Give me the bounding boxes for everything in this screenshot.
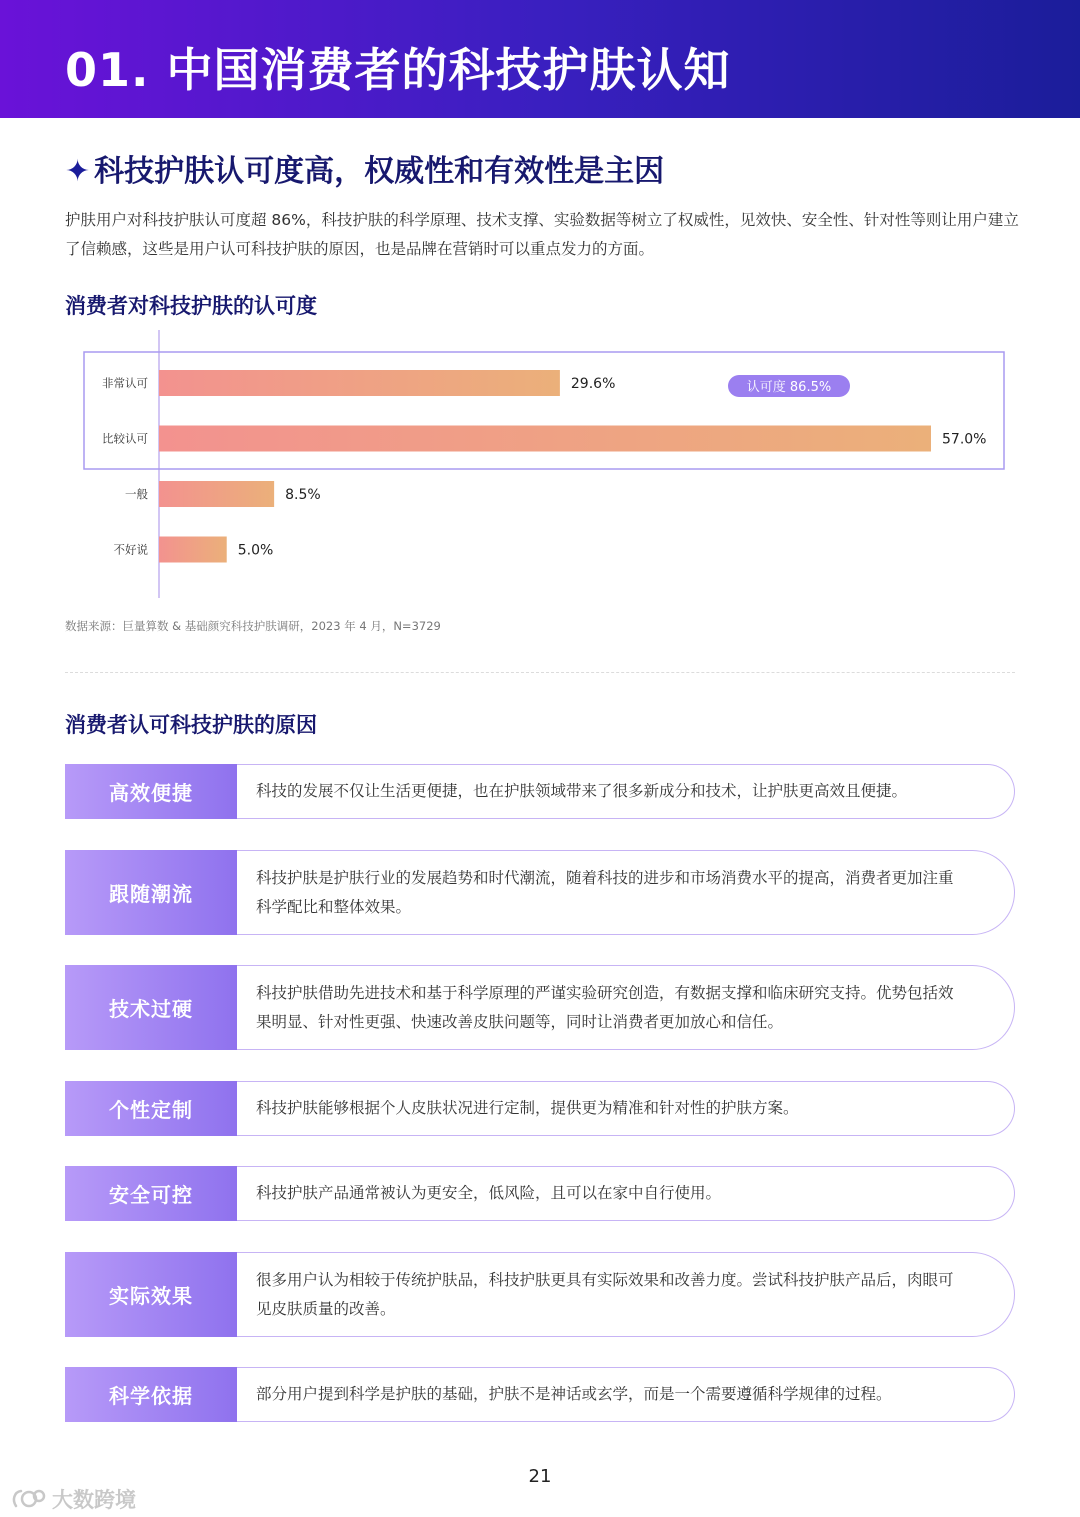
reason-desc [237,1367,1015,1422]
reason-desc-text: 科技护肤借助先进技术和基于科学原理的严谨实验研究创造，有数据支撑和临床研究支持。优势包括效果明显、针对性更强、快速改善皮肤问题等，同时让消费者更加放心和信任。 [256,983,954,1031]
reason-desc-text: 科技的发展不仅让生活更便捷，也在护肤领域带来了很多新成分和技术，让护肤更高效且便捷。 [256,782,908,800]
section-heading [65,150,664,194]
watermark [10,1484,136,1514]
reason-desc-text: 科技护肤是护肤行业的发展趋势和时代潮流，随着科技的进步和市场消费水平的提高，消费者更加注重科学配比和整体效果。 [256,868,954,916]
category-label: 不好说 [113,542,148,557]
reason-label: 实际效果 [65,1252,237,1337]
value-label: 5.0% [237,542,274,559]
reason-desc-text: 很多用户认为相较于传统护肤品，科技护肤更具有实际效果和改善力度。尝试科技护肤产品后，肉眼可见皮肤质量的改善。 [256,1270,954,1318]
reason-desc-text: 科技护肤产品通常被认为更安全，低风险，且可以在家中自行使用。 [256,1184,722,1202]
reason-label: 个性定制 [65,1081,237,1136]
page-title: 01. 中国消费者的科技护肤认知 [65,43,731,97]
reason-desc [237,1252,1015,1337]
reason-desc [237,1081,1015,1136]
bar [159,537,227,563]
page-number: 21 [528,1466,552,1487]
reason-row [65,850,1015,935]
bar [159,370,560,396]
section-heading-text: 科技护肤认可度高，权威性和有效性是主因 [94,154,665,189]
watermark-logo-icon [10,1486,46,1512]
reason-desc [237,850,1015,935]
value-label: 57.0% [942,431,987,448]
sparkle-icon: ✦ [65,154,91,189]
approval-bar-chart [60,330,1020,610]
reason-row [65,1252,1015,1337]
reason-row [65,1367,1015,1422]
approval-badge [728,375,850,397]
reason-label: 技术过硬 [65,965,237,1050]
category-label: 非常认可 [102,376,148,390]
reason-row [65,764,1015,819]
value-label: 29.6% [570,376,616,392]
bar [159,481,274,507]
reason-row [65,965,1015,1050]
value-label: 8.5% [285,487,321,503]
reason-label: 安全可控 [65,1166,237,1221]
divider [65,672,1015,673]
chart-title: 消费者对科技护肤的认可度 [65,294,317,318]
watermark-text: 大数跨境 [52,1488,136,1512]
reason-desc [237,764,1015,819]
reason-desc-text: 科技护肤能够根据个人皮肤状况进行定制，提供更为精准和针对性的护肤方案。 [256,1099,799,1117]
reason-row [65,1166,1015,1221]
reason-desc [237,965,1015,1050]
reason-row [65,1081,1015,1136]
reason-label: 跟随潮流 [65,850,237,935]
reasons-title: 消费者认可科技护肤的原因 [65,713,317,737]
reason-desc [237,1166,1015,1221]
intro-paragraph: 护肤用户对科技护肤认可度超 86%，科技护肤的科学原理、技术支撑、实验数据等树立了权威性，见效快、安全性、针对性等则让用户建立了信赖感，这些是用户认可科技护肤的原因，也是品牌在营销时可以重点发力的方面。 [65,211,1019,258]
reason-label: 高效便捷 [65,764,237,819]
category-label: 比较认可 [102,431,148,446]
reason-label: 科学依据 [65,1367,237,1422]
data-source-note: 数据来源：巨量算数 & 基础颜究科技护肤调研，2023 年 4 月，N=3729 [65,619,441,633]
category-label: 一般 [125,487,148,501]
approval-badge-text: 认可度 86.5% [746,380,832,395]
bar [159,426,931,452]
reason-desc-text: 部分用户提到科学是护肤的基础，护肤不是神话或玄学，而是一个需要遵循科学规律的过程。 [256,1385,892,1403]
